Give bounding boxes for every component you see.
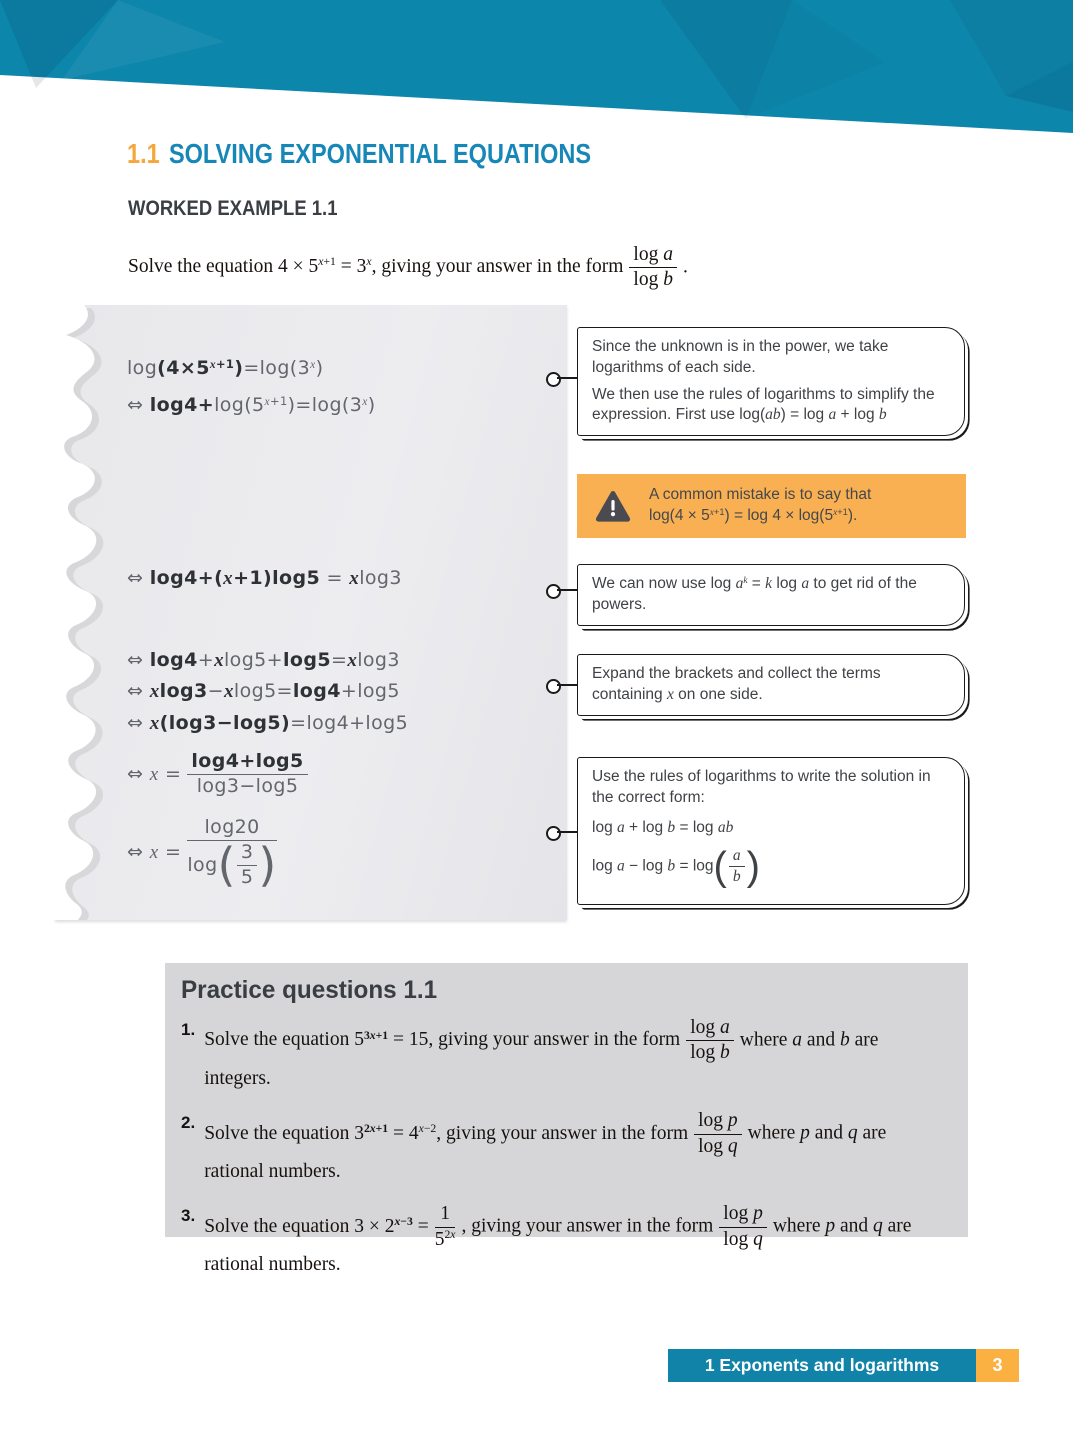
question-number: 3.: [181, 1206, 196, 1226]
callout-connector-dot: [546, 679, 561, 694]
header-band-graphic: [0, 0, 1073, 140]
working-line: ⇔ log4+xlog5+log5=xlog3: [127, 649, 400, 671]
callout-power-rule: We can now use $\log a^k = k$ log a to get rid of the powers.: [577, 564, 965, 626]
working-line-fraction: ⇔ x = $\frac{\log 4+\log 5}{\log 3-\log 5}$: [127, 751, 310, 798]
worked-solution-panel: [55, 305, 567, 920]
callout-connector-line: [557, 589, 578, 591]
torn-paper-edge: [47, 305, 133, 920]
answer-form-fraction: $\frac{\text{log a}}{\text{log b}}$: [686, 1017, 734, 1065]
practice-questions-panel: [165, 963, 968, 1276]
problem-fraction: $\frac{\text{log a}}{\text{log b}}$: [629, 244, 677, 292]
callout-log-rules: Use the rules of logarithms to write the solution in the correct form: log a + log b = log ab log a − log b = log( $\frac{a}{b}$ ): [577, 757, 965, 905]
working-fraction: $\frac{\log 4+\log 5}{\log 3-\log 5}$: [187, 751, 307, 798]
common-mistake-warning: [577, 474, 966, 538]
equation-fraction: $\frac{1}{5^{2x}}$: [434, 1203, 456, 1250]
answer-form-fraction: $\frac{\text{log p}}{\text{log q}}$: [694, 1110, 742, 1158]
answer-form-fraction: $\frac{\text{log p}}{\text{log q}}$: [719, 1203, 767, 1251]
working-line: ⇔ $\log 4+\log(5^{x+1})=\log(3^x)$: [127, 393, 376, 416]
callout-connector-line: [557, 377, 578, 379]
working-fraction: log20 log( $\frac{3}{5}$ ): [187, 816, 277, 892]
callout-expand-brackets: Expand the brackets and collect the terms containing x on one side.: [577, 654, 965, 716]
working-line: ⇔ log4+(x+1)log5 = xlog3: [127, 567, 402, 589]
callout-connector-line: [557, 684, 578, 686]
warning-icon: [595, 490, 631, 522]
footer-chapter-label: 1 Exponents and logarithms: [704, 1355, 940, 1375]
section-heading: [127, 138, 591, 170]
practice-question-2: 2. Solve the equation $3^{2x+1} = 4^{x-2}$, giving your answer in the form $\frac{\text{log p}}{\text{log q}}$ where p and q are rational numbers.: [181, 1110, 940, 1185]
problem-statement: Solve the equation $4 \times 5^{x+1} = 3^x$, giving your answer in the form $\frac{\text{log a}}{\text{log b}}$ .: [128, 243, 688, 290]
callout-connector-dot: [546, 372, 561, 387]
working-line: $\log(4\times 5^{x+1})=\log(3^x)$: [127, 356, 324, 379]
practice-question-1: 1. Solve the equation $5^{3x+1} = 15$, giving your answer in the form $\frac{\text{log a}}{\text{log b}}$ where a and b are integers.: [181, 1017, 940, 1092]
callout-connector-dot: [546, 584, 561, 599]
callout-take-logs: Since the unknown is in the power, we take logarithms of each side. We then use the rules of logarithms to simplify the expression. First use log(ab) = log a + log b: [577, 327, 965, 436]
question-number: 1.: [181, 1020, 196, 1039]
section-title: SOLVING EXPONENTIAL EQUATIONS: [168, 138, 592, 169]
section-number: 1.1: [127, 138, 160, 169]
page-number: 3: [992, 1355, 1003, 1375]
page-number-badge: [976, 1349, 1019, 1382]
practice-question-3: 3. Solve the equation $3 \times 2^{x-3}$ = $\frac{1}{5^{2x}}$ , giving your answer in the form $\frac{\text{log p}}{\text{log q}}$ where p and q are rational numbers.: [181, 1203, 940, 1278]
working-line: ⇔ xlog3−xlog5=log4+log5: [127, 680, 400, 702]
callout-connector-line: [557, 831, 578, 833]
footer-chapter-bar: [668, 1349, 976, 1382]
worked-example-title: WORKED EXAMPLE 1.1: [128, 197, 338, 220]
callout-connector-dot: [546, 826, 561, 841]
practice-title: Practice questions 1.1: [181, 976, 438, 1004]
log-difference-rule: log a − log b = log( $\frac{a}{b}$ ): [592, 844, 760, 889]
working-line: ⇔ x(log3−log5)=log4+log5: [127, 712, 409, 734]
question-number: 2.: [181, 1113, 196, 1133]
working-line-fraction: ⇔ x = log20 log( $\frac{3}{5}$ ): [127, 816, 277, 892]
problem-text: Solve the equation $4 \times 5^{x+1} = 3^x$, giving your answer in the form: [128, 255, 624, 277]
log-sum-rule: log a + log b = log ab: [592, 818, 734, 836]
warning-text: A common mistake is to say that $\log(4 \times 5^{x+1}) = \log 4 \times \log(5^{x+1})$.: [649, 486, 872, 524]
